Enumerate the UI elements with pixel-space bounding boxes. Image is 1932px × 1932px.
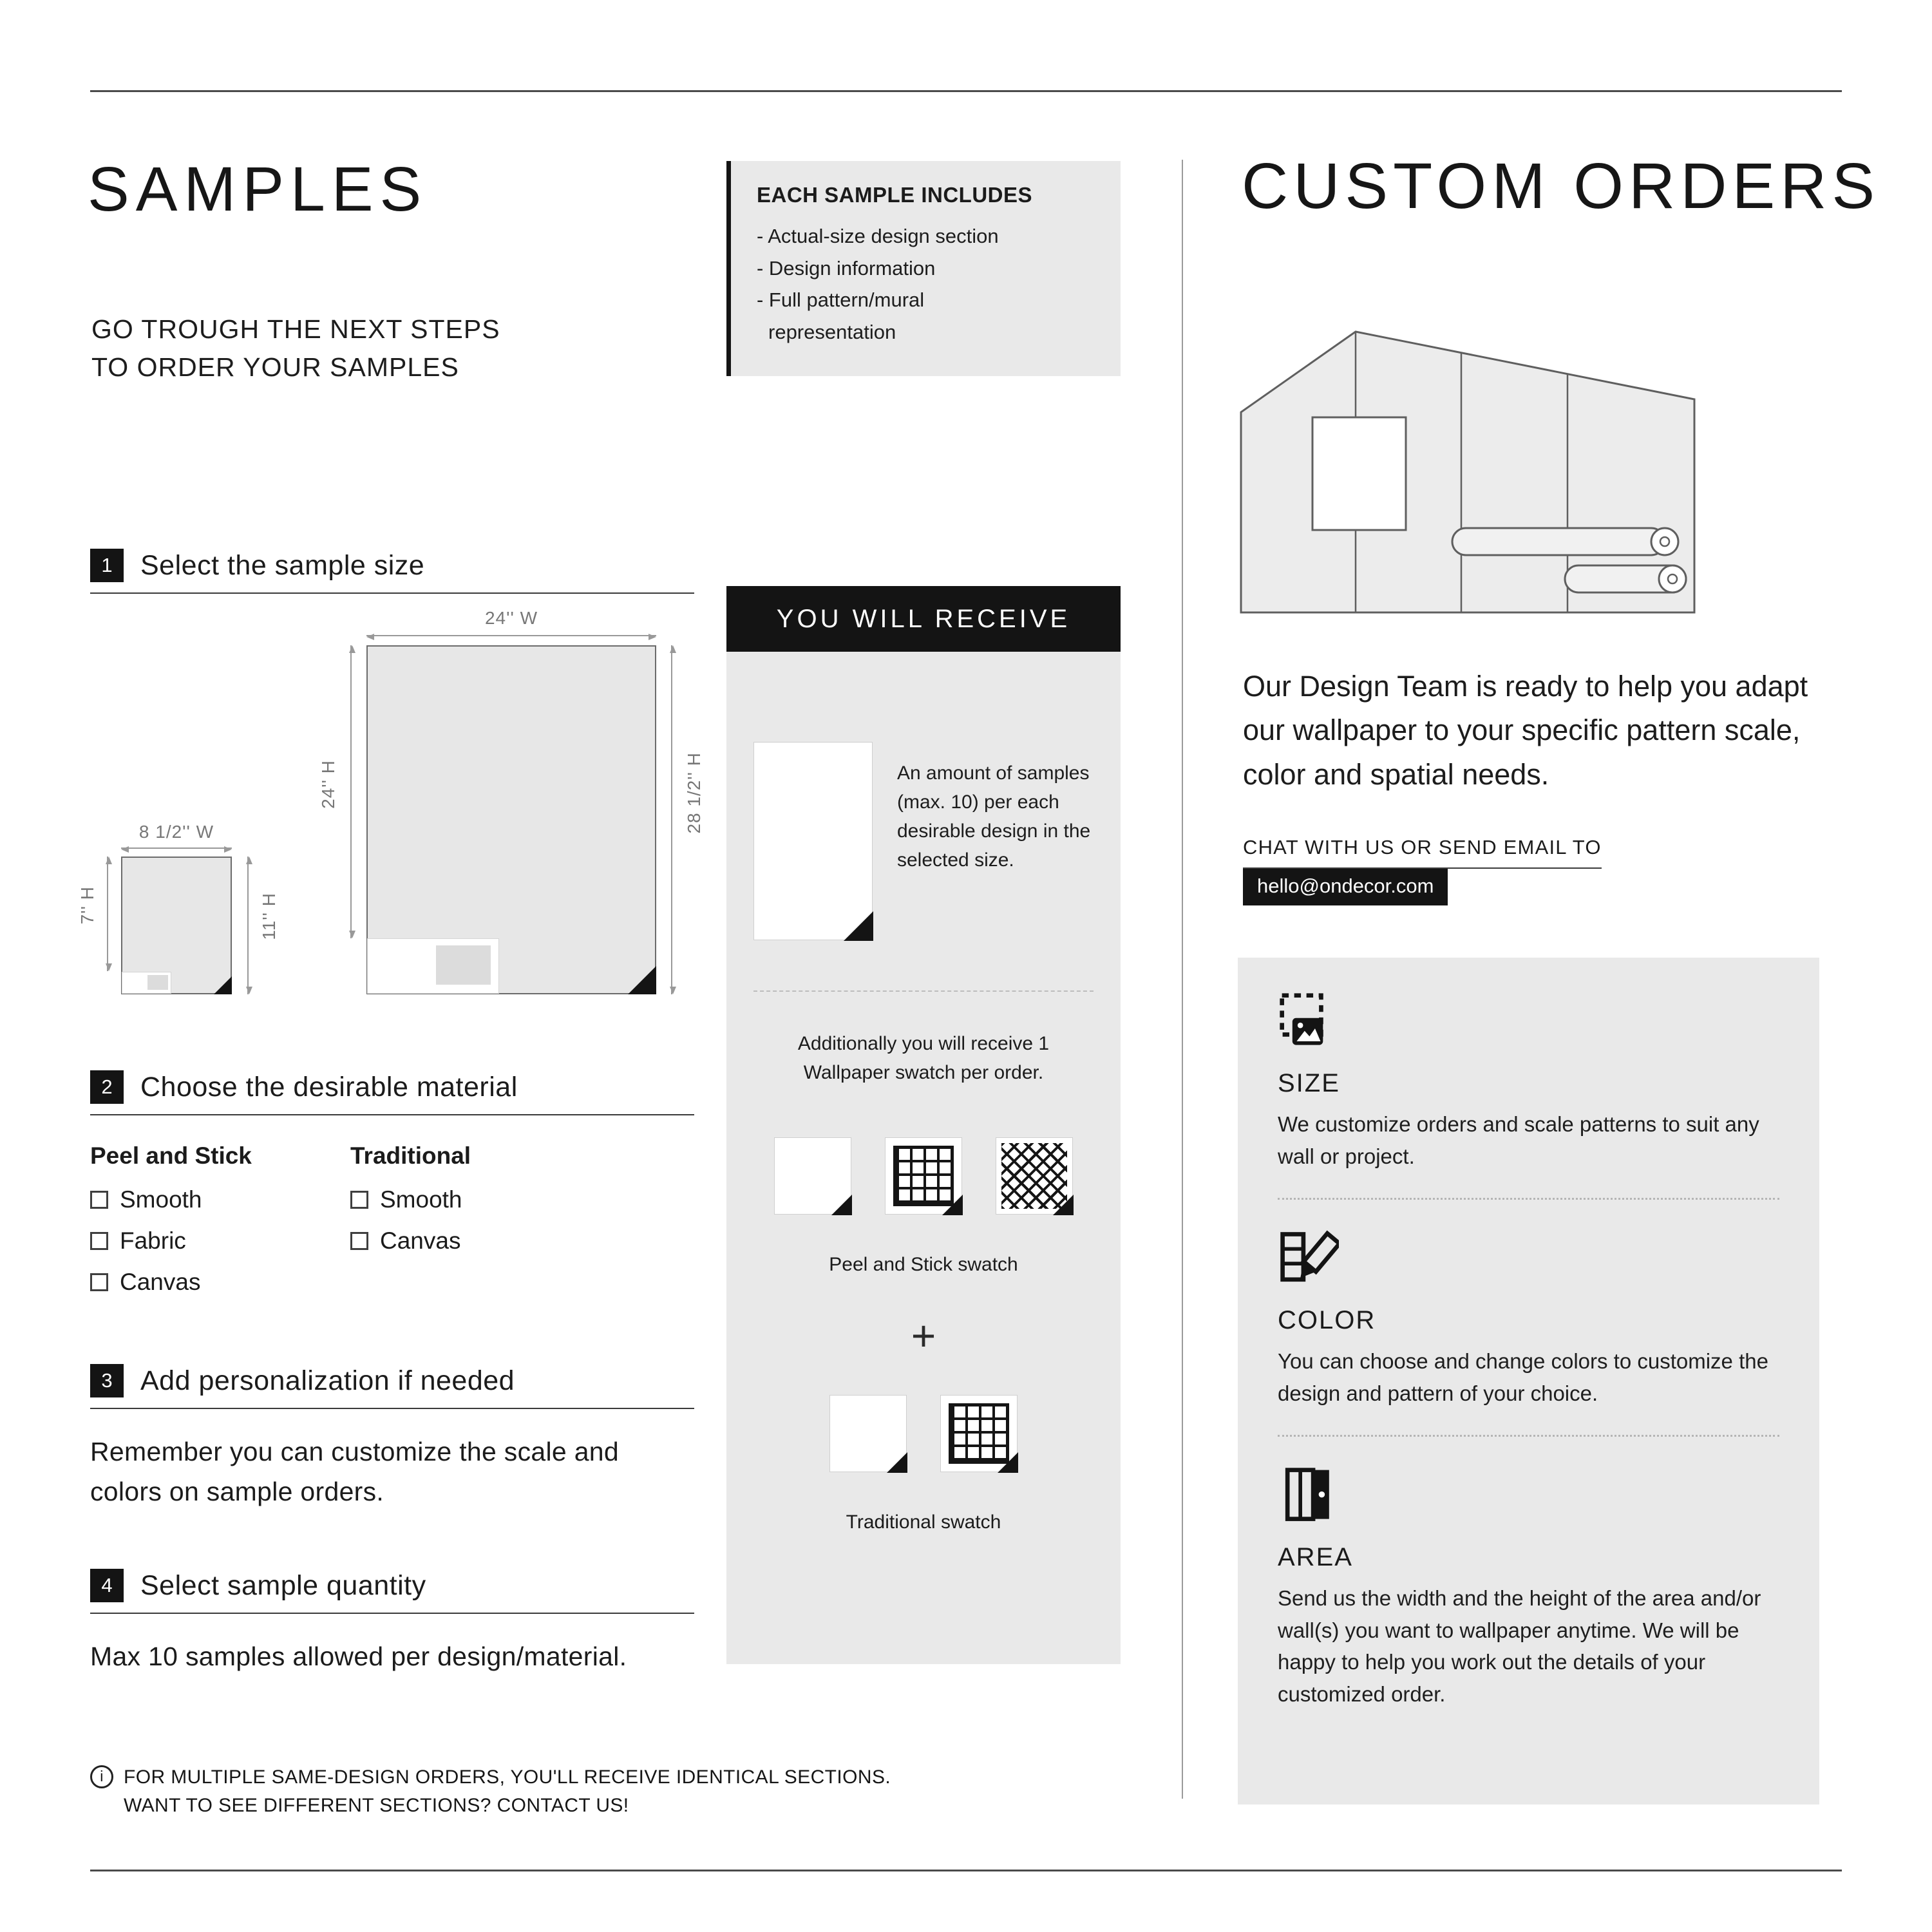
peel-swatch-label: Peel and Stick swatch [829,1254,1018,1275]
receive-sample-text: An amount of samples (max. 10) per each desirable design in the selected size. [897,762,1091,871]
color-swatches-icon [1278,1228,1339,1289]
traditional-swatch-label: Traditional swatch [846,1511,1001,1533]
area-panels-icon [1278,1465,1339,1526]
dotted-divider [1278,1198,1779,1200]
sample-info-strip [122,972,171,994]
option-label: Fabric [120,1227,186,1254]
checkbox-icon[interactable] [90,1232,108,1250]
small-full-height-dimension-line [247,857,249,994]
option-peel-fabric[interactable] [90,1227,350,1255]
you-will-receive-panel [726,586,1121,1664]
feature-area [1278,1465,1779,1710]
samples-intro-line1: GO TROUGH THE NEXT STEPS [91,314,500,344]
traditional-swatch-row [753,1395,1094,1472]
option-label: Smooth [120,1186,202,1213]
option-peel-canvas[interactable] [90,1269,350,1296]
step-2 [90,1070,694,1296]
sample-swatch-patch [436,945,491,985]
includes-item: representation [768,320,896,343]
large-width-dimension-line [366,635,656,636]
step-4-number-badge: 4 [90,1569,124,1602]
custom-features-panel [1238,958,1819,1804]
dashed-divider [753,990,1094,992]
receive-body [726,652,1121,1664]
small-sample-preview [121,857,232,994]
step-3 [90,1364,694,1511]
material-columns [90,1142,694,1296]
column-divider [1182,160,1183,1799]
step-4 [90,1569,694,1677]
large-inner-height-label: 24'' H [318,760,338,809]
small-inner-height-label: 7'' H [77,886,97,925]
each-sample-includes-box [726,161,1121,376]
traditional-title: Traditional [350,1142,471,1169]
custom-intro-text: Our Design Team is ready to help you adapt our wallpaper to your specific pattern scale, color and spatial needs. [1243,670,1808,791]
crosshatch-swatch-icon [996,1137,1073,1215]
step-3-header [90,1364,694,1409]
custom-orders-title: CUSTOM ORDERS [1242,150,1880,222]
footnote-text: FOR MULTIPLE SAME-DESIGN ORDERS, YOU'LL RECEIVE IDENTICAL SECTIONS. WANT TO SEE DIFFERENT SECTIONS? CONTACT US! [124,1766,891,1816]
step-2-number-badge: 2 [90,1070,124,1104]
includes-title: EACH SAMPLE INCLUDES [757,183,1033,207]
large-sample-preview [366,645,656,994]
traditional-column [350,1142,471,1296]
large-full-height-label: 28 1/2'' H [684,752,704,834]
large-inner-height-dimension-line [350,645,352,938]
small-width-dimension-line [121,848,232,849]
checkbox-icon[interactable] [350,1191,368,1209]
feature-color [1278,1228,1779,1409]
includes-item: - Full pattern/mural [757,289,925,312]
folded-corner-icon [887,1452,907,1473]
contact-block [1243,836,1602,905]
step-2-label: Choose the desirable material [140,1071,518,1103]
option-label: Smooth [380,1186,462,1213]
option-label: Canvas [120,1269,201,1295]
personalization-note: Remember you can customize the scale and colors on sample orders. [90,1437,620,1506]
step-3-label: Add personalization if needed [140,1365,515,1396]
samples-intro [91,310,500,387]
step-1 [90,549,694,594]
folded-corner-icon [214,976,232,994]
sample-swatch-patch [147,975,168,990]
peel-and-stick-column [90,1142,350,1296]
step-1-label: Select the sample size [140,549,425,581]
feature-name: SIZE [1278,1069,1340,1097]
peel-and-stick-title: Peel and Stick [90,1142,252,1169]
option-peel-smooth[interactable] [90,1186,350,1213]
grid-swatch-icon [940,1395,1018,1472]
receive-additional-text: Additionally you will receive 1 Wallpaper swatch per order. [797,1033,1050,1083]
folded-corner-icon [831,1195,852,1215]
plain-swatch-icon [774,1137,851,1215]
includes-item: - Actual-size design section [757,225,999,247]
bottom-divider [90,1870,1842,1871]
step-2-header [90,1070,694,1115]
folded-corner-icon [628,966,656,994]
step-4-label: Select sample quantity [140,1569,426,1601]
step-4-header [90,1569,694,1614]
includes-item: - Design information [757,256,936,279]
checkbox-icon[interactable] [90,1191,108,1209]
step-1-header [90,549,694,594]
small-width-label: 8 1/2'' W [138,822,214,842]
plus-sign: + [911,1311,936,1359]
receive-title: YOU WILL RECEIVE [776,604,1071,633]
email-link[interactable]: hello@ondecor.com [1243,869,1448,905]
option-traditional-smooth[interactable] [350,1186,471,1213]
step-1-number-badge: 1 [90,549,124,582]
plain-swatch-icon [829,1395,907,1472]
sample-size-diagram [77,598,704,1029]
checkbox-icon[interactable] [350,1232,368,1250]
feature-size [1278,991,1779,1172]
large-full-height-dimension-line [671,645,672,994]
receive-header [726,586,1121,652]
feature-name: COLOR [1278,1306,1376,1334]
samples-title: SAMPLES [88,154,428,224]
contact-label: CHAT WITH US OR SEND EMAIL TO [1243,836,1602,869]
option-label: Canvas [380,1227,461,1254]
folded-corner-icon [942,1195,963,1215]
info-icon: i [90,1765,113,1788]
feature-text: Send us the width and the height of the area and/or wall(s) you want to wallpaper anytime. We will be happy to help you work out the details of your customized order. [1278,1586,1761,1706]
top-divider [90,90,1842,92]
step-3-number-badge: 3 [90,1364,124,1397]
feature-name: AREA [1278,1543,1353,1571]
folded-corner-icon [998,1452,1018,1473]
receive-sample-row [753,652,1094,940]
folded-corner-icon [1053,1195,1074,1215]
samples-intro-line2: TO ORDER YOUR SAMPLES [91,352,459,383]
feature-text: We customize orders and scale patterns to suit any wall or project. [1278,1112,1759,1168]
quantity-note: Max 10 samples allowed per design/material. [90,1642,627,1671]
size-crop-icon [1278,991,1339,1052]
small-inner-height-dimension-line [107,857,108,971]
large-width-label: 24'' W [484,608,538,628]
peel-swatch-row [753,1137,1094,1215]
grid-swatch-icon [885,1137,962,1215]
checkbox-icon[interactable] [90,1273,108,1291]
footnote [90,1763,927,1819]
small-full-height-label: 11'' H [259,893,279,940]
feature-text: You can choose and change colors to customize the design and pattern of your choice. [1278,1349,1768,1405]
sample-info-strip [367,938,499,994]
dotted-divider [1278,1435,1779,1437]
folded-corner-icon [844,911,873,941]
option-traditional-canvas[interactable] [350,1227,471,1255]
wallpaper-wall-illustration [1240,330,1697,614]
sample-sheet-icon [753,742,873,940]
